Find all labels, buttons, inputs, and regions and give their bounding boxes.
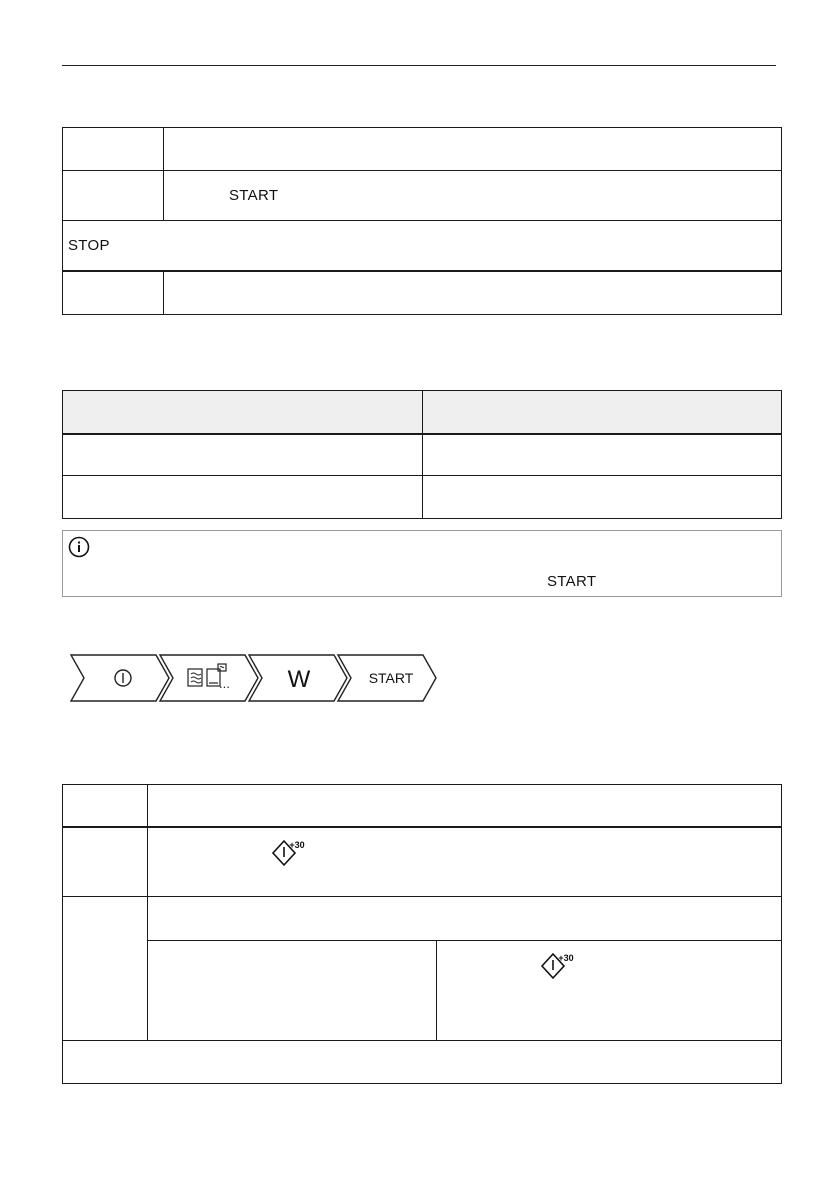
watt-label: W [287,666,311,693]
info-icon [68,536,90,558]
table-row-divider [62,1040,782,1041]
table-3-frame [62,784,782,1084]
table-column-divider [147,784,148,1040]
info-start-key: START [547,573,597,590]
table-column-divider [436,940,437,1040]
table-row-divider [62,896,782,897]
sequence-step-frame [71,655,169,701]
start-plus30-icon [270,838,306,868]
sequence-step-frame [160,655,258,701]
svg-text:+30: +30 [558,953,574,963]
table-column-divider [163,271,164,315]
table-row-divider [62,826,782,828]
table-row-divider [62,220,782,221]
stop-key-label: STOP [68,237,110,254]
sequence-steps [70,654,440,702]
table-column-divider [422,390,423,519]
sequence-start-label: START [368,670,414,686]
table-row-divider [62,170,782,171]
table-subrow-divider [147,940,782,941]
header-rule [62,65,776,66]
start-plus30-icon [539,951,575,981]
svg-text:+30: +30 [289,840,305,850]
start-key-label: START [229,187,279,204]
table-row-divider [62,270,782,272]
info-note [62,530,782,597]
power-icon [115,670,131,686]
table-1-frame [62,127,782,315]
mode-ellipsis: ... [219,676,230,691]
table-column-divider [163,127,164,220]
